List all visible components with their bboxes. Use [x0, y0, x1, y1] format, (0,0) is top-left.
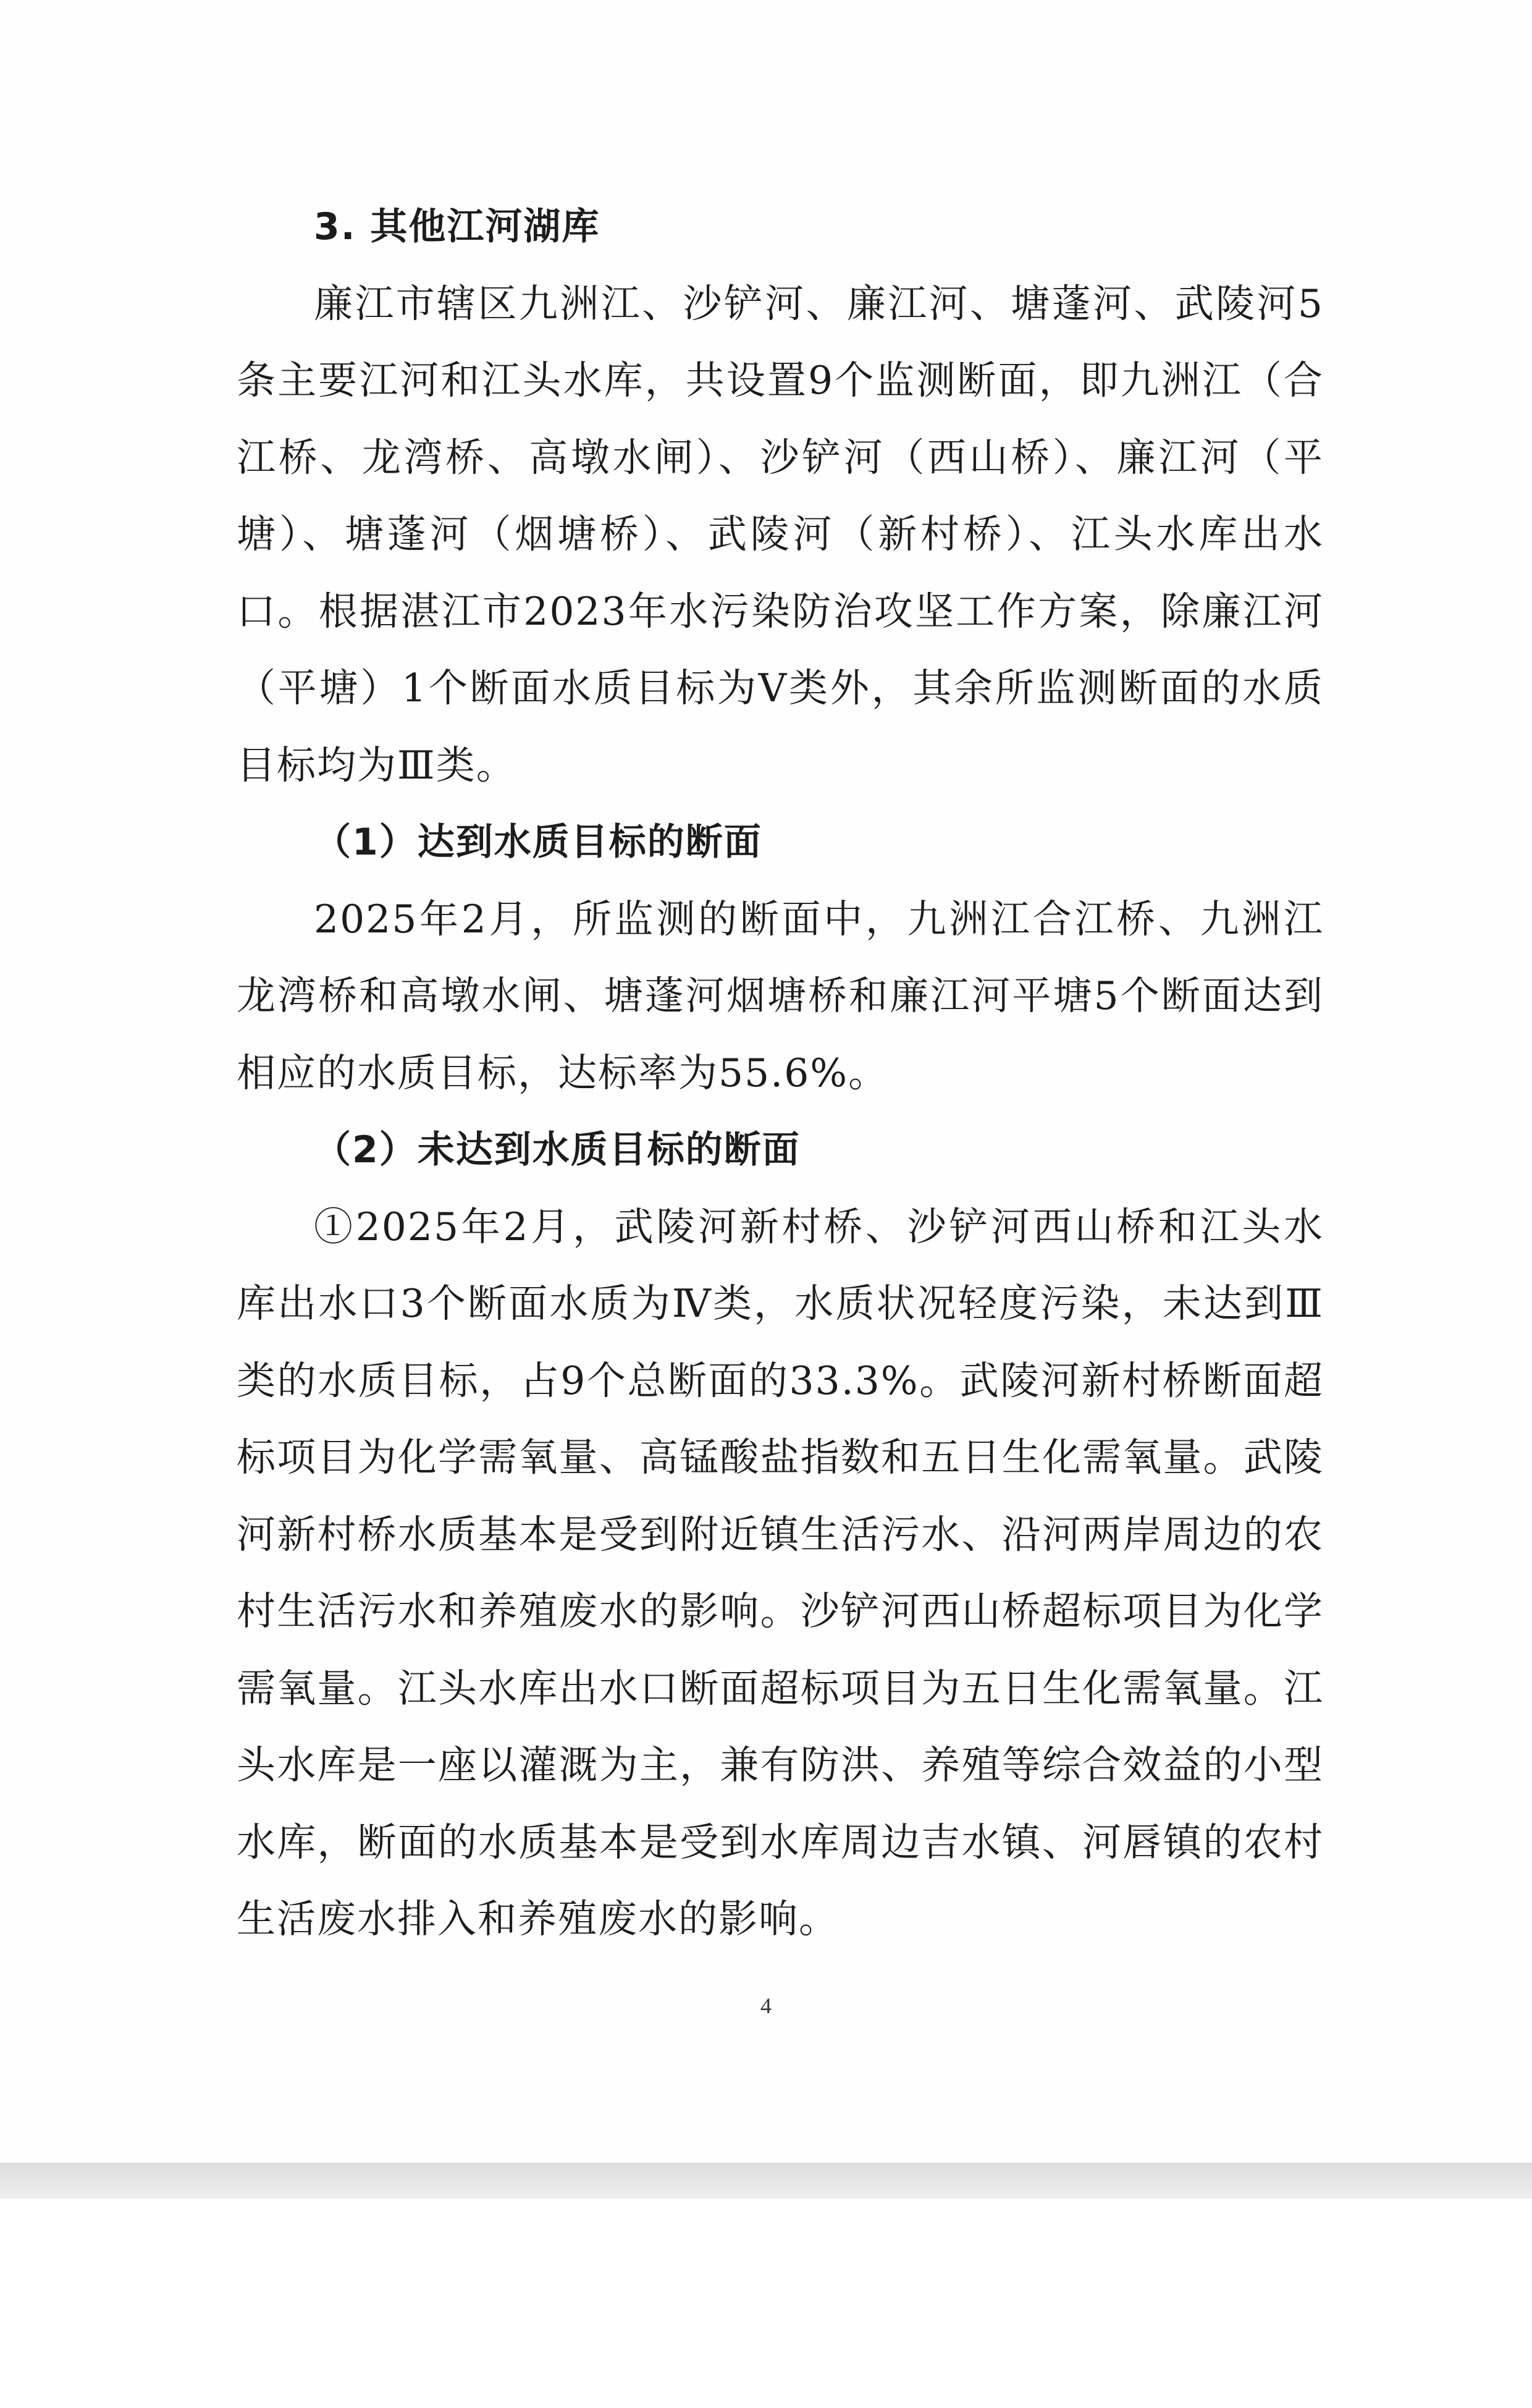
achieved-paragraph: 2025年2月，所监测的断面中，九洲江合江桥、九洲江龙湾桥和高墩水闸、塘蓬河烟塘桥和廉江河平塘5个断面达到相应的水质目标，达标率为55.6%。: [237, 896, 1324, 1096]
scan-edge-bar: [0, 2163, 1532, 2199]
intro-paragraph: 廉江市辖区九洲江、沙铲河、廉江河、塘蓬河、武陵河5条主要江河和江头水库，共设置9个监测断面，即九洲江（合江桥、龙湾桥、高墩水闸）、沙铲河（西山桥）、廉江河（平塘）、塘蓬河（烟塘桥）、武陵河（新村桥）、江头水库出水口。根据湛江市2023年水污染防治攻坚工作方案，除廉江河（平塘）1个断面水质目标为Ⅴ类外，其余所监测断面的水质目标均为Ⅲ类。: [237, 281, 1324, 788]
not-achieved-paragraph: ①2025年2月，武陵河新村桥、沙铲河西山桥和江头水库出水口3个断面水质为Ⅳ类，水质状况轻度污染，未达到Ⅲ类的水质目标，占9个总断面的33.3%。武陵河新村桥断面超标项目为化学需氧量、高锰酸盐指数和五日生化需氧量。武陵河新村桥水质基本是受到附近镇生活污水、沿河两岸周边的农村生活污水和养殖废水的影响。沙铲河西山桥超标项目为化学需氧量。江头水库出水口断面超标项目为五日生化需氧量。江头水库是一座以灌溉为主，兼有防洪、养殖等综合效益的小型水库，断面的水质基本是受到水库周边吉水镇、河唇镇的农村生活废水排入和养殖废水的影响。: [237, 1204, 1324, 1941]
section-heading: 3. 其他江河湖库: [314, 205, 600, 248]
blank-area: [0, 2199, 1532, 2408]
subheading-not-achieved: （2）未达到水质目标的断面: [314, 1128, 801, 1172]
subheading-achieved: （1）达到水质目标的断面: [314, 821, 762, 864]
page-number: 4: [760, 1993, 772, 2018]
document-body: [237, 188, 1324, 1958]
